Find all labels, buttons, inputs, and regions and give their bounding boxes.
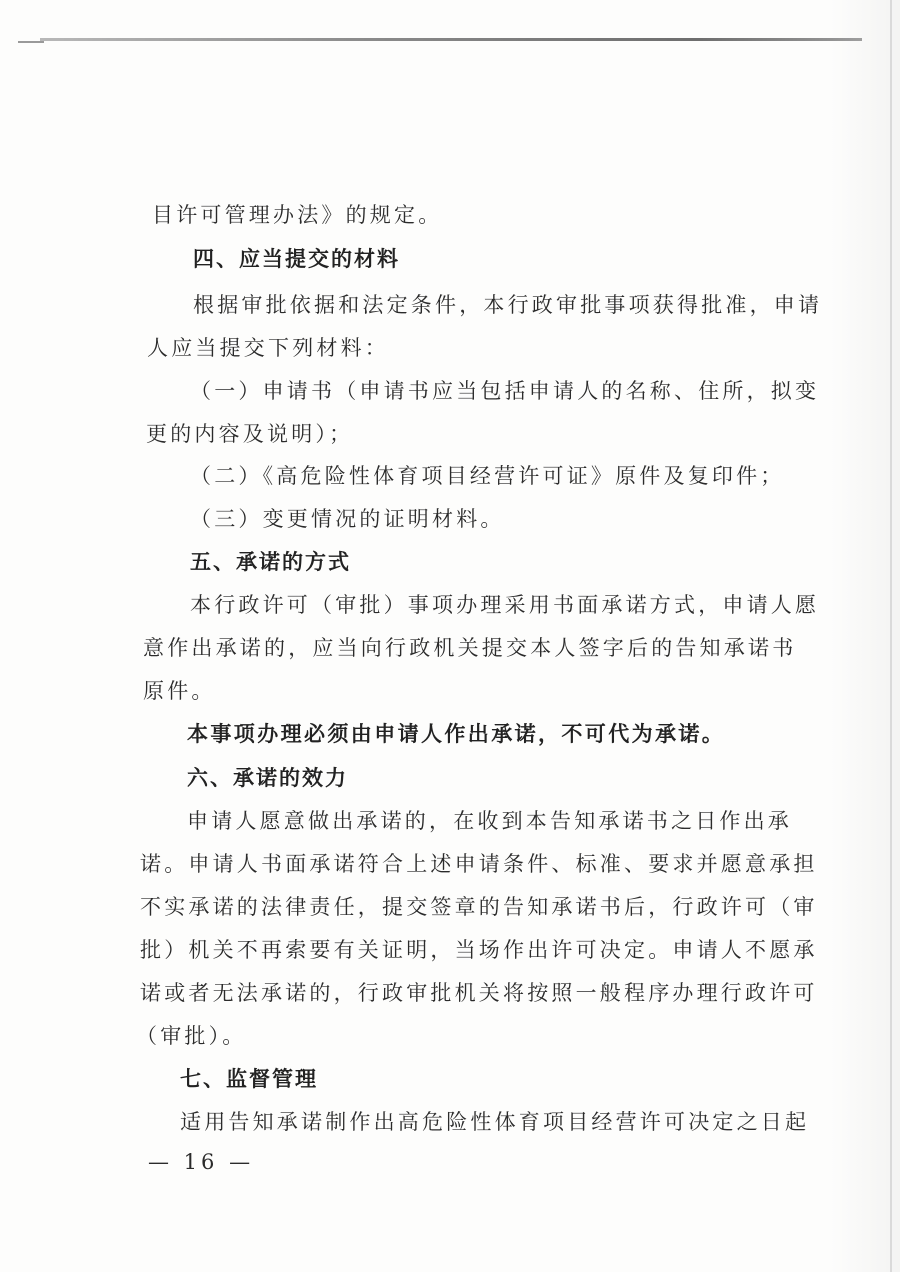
section-heading-7: 七、监督管理 [180, 1066, 318, 1091]
body-line: 本行政许可（审批）事项办理采用书面承诺方式，申请人愿 [190, 593, 820, 617]
body-line: 意作出承诺的，应当向行政机关提交本人签字后的告知承诺书 [143, 636, 797, 660]
body-line: 根据审批依据和法定条件，本行政审批事项获得批准，申请 [193, 293, 823, 317]
body-line: 原件。 [143, 679, 216, 703]
list-item-1-cont: 更的内容及说明）； [146, 422, 354, 446]
body-line: （审批）。 [136, 1024, 247, 1048]
body-line: 不实承诺的法律责任，提交签章的告知承诺书后，行政许可（审 [140, 895, 818, 919]
section-heading-6: 六、承诺的效力 [187, 765, 348, 790]
body-line: 诺或者无法承诺的，行政审批机关将按照一般程序办理行政许可 [140, 981, 818, 1005]
header-rule [40, 38, 862, 41]
scan-edge [890, 0, 892, 1272]
list-item-2: （二）《高危险性体育项目经营许可证》原件及复印件； [190, 464, 785, 488]
list-item-3: （三）变更情况的证明材料。 [190, 507, 505, 531]
body-line-continuation: 目许可管理办法》的规定。 [152, 203, 443, 227]
top-rule-fragment [18, 41, 44, 43]
list-item-1: （一）申请书（申请书应当包括申请人的名称、住所，拟变 [190, 379, 820, 403]
section-heading-5: 五、承诺的方式 [190, 549, 351, 574]
body-line: 适用告知承诺制作出高危险性体育项目经营许可决定之日起 [180, 1110, 810, 1134]
body-line: 人应当提交下列材料： [147, 336, 389, 360]
body-line: 批）机关不再索要有关证明，当场作出许可决定。申请人不愿承 [140, 938, 818, 962]
emphasis-line: 本事项办理必须由申请人作出承诺，不可代为承诺。 [187, 721, 726, 746]
body-line: 申请人愿意做出承诺的，在收到本告知承诺书之日作出承 [187, 809, 792, 833]
page-number: — 16 — [148, 1150, 255, 1174]
section-heading-4: 四、应当提交的材料 [193, 246, 400, 271]
body-line: 诺。申请人书面承诺符合上述申请条件、标准、要求并愿意承担 [140, 852, 818, 876]
